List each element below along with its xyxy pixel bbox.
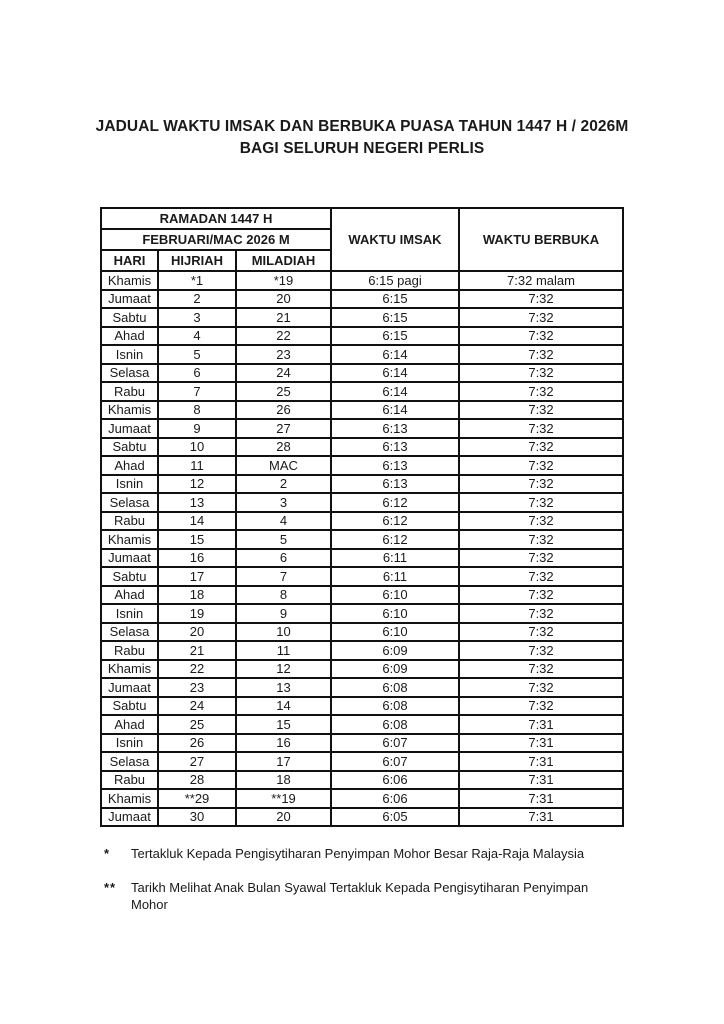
cell-hari: Sabtu <box>101 438 158 457</box>
cell-hijriah: 26 <box>158 734 236 753</box>
table-row <box>101 530 623 549</box>
cell-miladiah: 4 <box>236 512 331 531</box>
cell-miladiah: 15 <box>236 715 331 734</box>
cell-hijriah: 8 <box>158 401 236 420</box>
header-miladiah: MILADIAH <box>236 250 331 271</box>
table-row <box>101 382 623 401</box>
cell-waktu-berbuka: 7:31 <box>459 789 623 808</box>
cell-miladiah: 6 <box>236 549 331 568</box>
cell-waktu-imsak: 6:05 <box>331 808 459 827</box>
cell-hijriah: 20 <box>158 623 236 642</box>
cell-hijriah: *1 <box>158 271 236 290</box>
cell-waktu-imsak: 6:12 <box>331 530 459 549</box>
cell-hijriah: 30 <box>158 808 236 827</box>
cell-waktu-berbuka: 7:32 <box>459 623 623 642</box>
cell-hijriah: 11 <box>158 456 236 475</box>
header-waktu-berbuka: WAKTU BERBUKA <box>459 208 623 271</box>
cell-waktu-berbuka: 7:32 <box>459 308 623 327</box>
table-row <box>101 271 623 290</box>
table-row <box>101 808 623 827</box>
cell-waktu-berbuka: 7:32 <box>459 678 623 697</box>
header-hari: HARI <box>101 250 158 271</box>
cell-waktu-imsak: 6:15 pagi <box>331 271 459 290</box>
cell-hari: Sabtu <box>101 697 158 716</box>
table-row <box>101 641 623 660</box>
cell-waktu-berbuka: 7:32 <box>459 660 623 679</box>
table-row <box>101 456 623 475</box>
cell-miladiah: 24 <box>236 364 331 383</box>
cell-waktu-berbuka: 7:32 <box>459 382 623 401</box>
header-ramadan: RAMADAN 1447 H <box>101 208 331 229</box>
cell-waktu-berbuka: 7:32 <box>459 419 623 438</box>
cell-miladiah: 27 <box>236 419 331 438</box>
cell-miladiah: 13 <box>236 678 331 697</box>
cell-hijriah: 22 <box>158 660 236 679</box>
cell-miladiah: 26 <box>236 401 331 420</box>
cell-hari: Isnin <box>101 734 158 753</box>
cell-waktu-imsak: 6:12 <box>331 512 459 531</box>
footnote-1-marker: * <box>104 846 111 861</box>
table-row <box>101 512 623 531</box>
cell-miladiah: 23 <box>236 345 331 364</box>
cell-hijriah: 17 <box>158 567 236 586</box>
cell-waktu-berbuka: 7:32 <box>459 364 623 383</box>
footnote-2 <box>104 879 624 913</box>
cell-hijriah: 10 <box>158 438 236 457</box>
cell-hari: Isnin <box>101 604 158 623</box>
cell-waktu-berbuka: 7:32 <box>459 549 623 568</box>
cell-miladiah: 22 <box>236 327 331 346</box>
imsak-berbuka-table <box>100 207 624 827</box>
cell-waktu-imsak: 6:14 <box>331 345 459 364</box>
header-waktu-imsak: WAKTU IMSAK <box>331 208 459 271</box>
cell-hijriah: 27 <box>158 752 236 771</box>
cell-hijriah: 25 <box>158 715 236 734</box>
cell-waktu-berbuka: 7:32 malam <box>459 271 623 290</box>
cell-miladiah: 2 <box>236 475 331 494</box>
table-row <box>101 771 623 790</box>
cell-hari: Ahad <box>101 327 158 346</box>
cell-waktu-berbuka: 7:31 <box>459 734 623 753</box>
footnote-1-text: Tertakluk Kepada Pengisytiharan Penyimpan Mohor Besar Raja-Raja Malaysia <box>131 846 585 861</box>
table-row <box>101 604 623 623</box>
cell-miladiah: 18 <box>236 771 331 790</box>
cell-waktu-berbuka: 7:32 <box>459 604 623 623</box>
cell-waktu-imsak: 6:15 <box>331 308 459 327</box>
cell-waktu-berbuka: 7:31 <box>459 752 623 771</box>
cell-hijriah: 4 <box>158 327 236 346</box>
table-row <box>101 549 623 568</box>
cell-waktu-imsak: 6:09 <box>331 641 459 660</box>
table-row <box>101 308 623 327</box>
table-row <box>101 401 623 420</box>
cell-hari: Rabu <box>101 382 158 401</box>
cell-hari: Jumaat <box>101 290 158 309</box>
cell-waktu-berbuka: 7:31 <box>459 808 623 827</box>
cell-waktu-berbuka: 7:32 <box>459 475 623 494</box>
cell-waktu-imsak: 6:12 <box>331 493 459 512</box>
cell-waktu-berbuka: 7:32 <box>459 345 623 364</box>
cell-hari: Selasa <box>101 364 158 383</box>
cell-hijriah: 23 <box>158 678 236 697</box>
cell-hari: Selasa <box>101 623 158 642</box>
cell-waktu-imsak: 6:08 <box>331 697 459 716</box>
cell-miladiah: **19 <box>236 789 331 808</box>
cell-hijriah: 14 <box>158 512 236 531</box>
footnote-2-text: Tarikh Melihat Anak Bulan Syawal Tertakluk Kepada Pengisytiharan Penyimpan Mohor <box>131 880 589 912</box>
table-row <box>101 364 623 383</box>
footnotes <box>104 845 624 930</box>
table-row <box>101 290 623 309</box>
cell-waktu-imsak: 6:08 <box>331 678 459 697</box>
cell-hari: Rabu <box>101 771 158 790</box>
cell-miladiah: 12 <box>236 660 331 679</box>
cell-miladiah: 11 <box>236 641 331 660</box>
cell-hari: Selasa <box>101 752 158 771</box>
cell-miladiah: *19 <box>236 271 331 290</box>
cell-waktu-berbuka: 7:32 <box>459 512 623 531</box>
cell-miladiah: 3 <box>236 493 331 512</box>
cell-hari: Jumaat <box>101 678 158 697</box>
table-row <box>101 623 623 642</box>
table-row <box>101 475 623 494</box>
cell-hijriah: 15 <box>158 530 236 549</box>
table-row <box>101 660 623 679</box>
table-row <box>101 419 623 438</box>
cell-waktu-berbuka: 7:32 <box>459 567 623 586</box>
cell-waktu-imsak: 6:13 <box>331 456 459 475</box>
cell-waktu-berbuka: 7:31 <box>459 715 623 734</box>
cell-waktu-imsak: 6:15 <box>331 327 459 346</box>
table-row <box>101 697 623 716</box>
cell-hijriah: 18 <box>158 586 236 605</box>
cell-hijriah: 16 <box>158 549 236 568</box>
cell-waktu-berbuka: 7:32 <box>459 438 623 457</box>
table-row <box>101 715 623 734</box>
cell-waktu-imsak: 6:10 <box>331 586 459 605</box>
cell-miladiah: 16 <box>236 734 331 753</box>
cell-hijriah: 5 <box>158 345 236 364</box>
table-row <box>101 345 623 364</box>
document-title <box>0 116 724 160</box>
cell-hari: Ahad <box>101 715 158 734</box>
cell-miladiah: 20 <box>236 290 331 309</box>
table-row <box>101 327 623 346</box>
cell-hari: Sabtu <box>101 567 158 586</box>
title-line-2: BAGI SELURUH NEGERI PERLIS <box>239 140 485 157</box>
cell-waktu-imsak: 6:07 <box>331 752 459 771</box>
cell-waktu-imsak: 6:13 <box>331 438 459 457</box>
cell-waktu-imsak: 6:11 <box>331 567 459 586</box>
cell-waktu-berbuka: 7:32 <box>459 586 623 605</box>
table-body <box>101 271 623 826</box>
table-row <box>101 493 623 512</box>
cell-hijriah: 13 <box>158 493 236 512</box>
header-hijriah: HIJRIAH <box>158 250 236 271</box>
cell-miladiah: 28 <box>236 438 331 457</box>
cell-miladiah: 9 <box>236 604 331 623</box>
table-row <box>101 438 623 457</box>
cell-hijriah: 3 <box>158 308 236 327</box>
cell-miladiah: 25 <box>236 382 331 401</box>
cell-waktu-berbuka: 7:32 <box>459 290 623 309</box>
cell-waktu-imsak: 6:06 <box>331 771 459 790</box>
cell-waktu-berbuka: 7:32 <box>459 456 623 475</box>
cell-miladiah: MAC <box>236 456 331 475</box>
table-row <box>101 567 623 586</box>
cell-waktu-imsak: 6:11 <box>331 549 459 568</box>
cell-waktu-imsak: 6:14 <box>331 401 459 420</box>
cell-hari: Isnin <box>101 345 158 364</box>
cell-hari: Khamis <box>101 401 158 420</box>
cell-hari: Rabu <box>101 641 158 660</box>
cell-miladiah: 10 <box>236 623 331 642</box>
cell-miladiah: 14 <box>236 697 331 716</box>
cell-waktu-imsak: 6:13 <box>331 419 459 438</box>
cell-waktu-berbuka: 7:32 <box>459 697 623 716</box>
footnote-2-marker: ** <box>104 880 117 895</box>
cell-hari: Khamis <box>101 271 158 290</box>
table-row <box>101 586 623 605</box>
cell-waktu-imsak: 6:14 <box>331 382 459 401</box>
cell-hijriah: 19 <box>158 604 236 623</box>
cell-hari: Isnin <box>101 475 158 494</box>
cell-waktu-imsak: 6:10 <box>331 604 459 623</box>
cell-hari: Jumaat <box>101 808 158 827</box>
cell-hari: Ahad <box>101 456 158 475</box>
table-row <box>101 789 623 808</box>
cell-miladiah: 20 <box>236 808 331 827</box>
cell-hijriah: 24 <box>158 697 236 716</box>
cell-hari: Jumaat <box>101 419 158 438</box>
cell-waktu-berbuka: 7:32 <box>459 530 623 549</box>
footnote-1 <box>104 845 624 862</box>
cell-hijriah: 9 <box>158 419 236 438</box>
cell-waktu-berbuka: 7:32 <box>459 641 623 660</box>
cell-waktu-imsak: 6:08 <box>331 715 459 734</box>
cell-hari: Khamis <box>101 789 158 808</box>
cell-miladiah: 17 <box>236 752 331 771</box>
cell-waktu-imsak: 6:10 <box>331 623 459 642</box>
table-row <box>101 734 623 753</box>
cell-hari: Khamis <box>101 530 158 549</box>
header-gregorian: FEBRUARI/MAC 2026 M <box>101 229 331 250</box>
cell-hijriah: 28 <box>158 771 236 790</box>
cell-waktu-berbuka: 7:32 <box>459 401 623 420</box>
cell-waktu-berbuka: 7:31 <box>459 771 623 790</box>
cell-hijriah: 6 <box>158 364 236 383</box>
table-row <box>101 752 623 771</box>
cell-hari: Selasa <box>101 493 158 512</box>
title-line-1: JADUAL WAKTU IMSAK DAN BERBUKA PUASA TAHUN 1447 H / 2026M <box>95 118 629 135</box>
cell-hijriah: 12 <box>158 475 236 494</box>
cell-waktu-berbuka: 7:32 <box>459 327 623 346</box>
cell-hijriah: 2 <box>158 290 236 309</box>
cell-waktu-imsak: 6:07 <box>331 734 459 753</box>
cell-hijriah: 7 <box>158 382 236 401</box>
cell-waktu-imsak: 6:09 <box>331 660 459 679</box>
cell-hari: Ahad <box>101 586 158 605</box>
cell-waktu-berbuka: 7:32 <box>459 493 623 512</box>
cell-miladiah: 5 <box>236 530 331 549</box>
cell-waktu-imsak: 6:15 <box>331 290 459 309</box>
cell-waktu-imsak: 6:06 <box>331 789 459 808</box>
table-header-row-1 <box>101 208 623 229</box>
table-row <box>101 678 623 697</box>
cell-hari: Sabtu <box>101 308 158 327</box>
cell-waktu-imsak: 6:14 <box>331 364 459 383</box>
cell-miladiah: 7 <box>236 567 331 586</box>
cell-miladiah: 21 <box>236 308 331 327</box>
cell-hari: Jumaat <box>101 549 158 568</box>
cell-hari: Khamis <box>101 660 158 679</box>
cell-hijriah: 21 <box>158 641 236 660</box>
cell-hijriah: **29 <box>158 789 236 808</box>
cell-hari: Rabu <box>101 512 158 531</box>
cell-waktu-imsak: 6:13 <box>331 475 459 494</box>
cell-miladiah: 8 <box>236 586 331 605</box>
